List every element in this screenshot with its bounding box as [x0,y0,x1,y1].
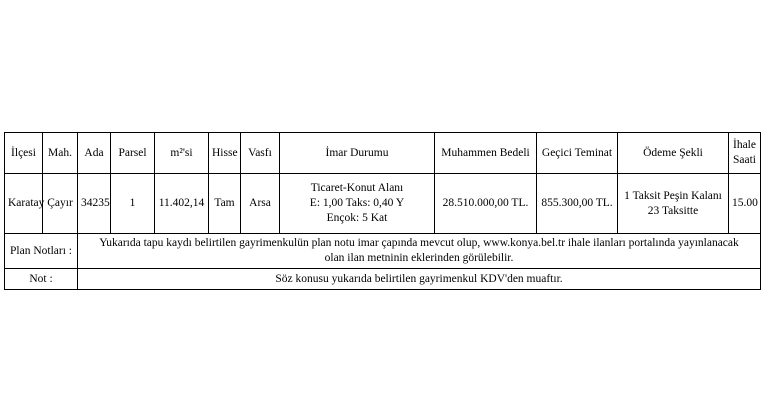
header-imar: İmar Durumu [280,133,435,174]
header-parsel: Parsel [111,133,155,174]
imar-line1: Ticaret-Konut Alanı [310,182,404,194]
cell-parsel: 1 [111,174,155,234]
header-row [5,133,761,174]
header-m2: m²'si [155,133,209,174]
odeme-line2: 23 Taksitte [647,204,699,217]
header-ihale-line2: Saati [733,154,756,166]
cell-mah: Çayır [43,174,78,234]
cell-m2: 11.402,14 [155,174,209,234]
cell-ada: 34235 [78,174,111,234]
cell-ilce: Karatay [5,174,43,234]
cell-ihale: 15.00 [729,174,761,234]
auction-table [4,132,761,290]
cell-imar [280,174,435,234]
table-row [5,174,761,234]
plan-notes-line1: Yukarıda tapu kaydı belirtilen gayrimenkulün plan notu imar çapında mevcut olup, www.konya.bel.tr ihale ilanları portalında yayınlanacak [99,237,739,249]
header-muhammen: Muhammen Bedeli [435,133,537,174]
cell-hisse: Tam [209,174,241,234]
header-ilce: İlçesi [5,133,43,174]
note-label: Not : [5,269,78,290]
imar-line3: Ençok: 5 Kat [326,212,388,224]
note-text: Söz konusu yukarıda belirtilen gayrimenkul KDV'den muaftır. [78,269,761,290]
header-odeme: Ödeme Şekli [618,133,729,174]
plan-notes-text [78,234,761,269]
cell-teminat: 855.300,00 TL. [537,174,618,234]
header-mah: Mah. [43,133,78,174]
header-ada: Ada [78,133,111,174]
header-teminat: Geçici Teminat [537,133,618,174]
cell-odeme [618,174,729,234]
plan-notes-row [5,234,761,269]
plan-notes-line2: olan ilan metninin eklerinden görülebilir. [324,252,514,264]
note-row [5,269,761,290]
header-ihale [729,133,761,174]
header-ihale-line1: İhale [733,139,756,151]
cell-vasfi: Arsa [241,174,280,234]
imar-line2: E: 1,00 Taks: 0,40 Y [309,197,405,209]
odeme-line1: 1 Taksit Peşin Kalanı [624,189,722,202]
cell-muhammen: 28.510.000,00 TL. [435,174,537,234]
plan-notes-label: Plan Notları : [5,234,78,269]
header-hisse: Hisse [209,133,241,174]
header-vasfi: Vasfı [241,133,280,174]
